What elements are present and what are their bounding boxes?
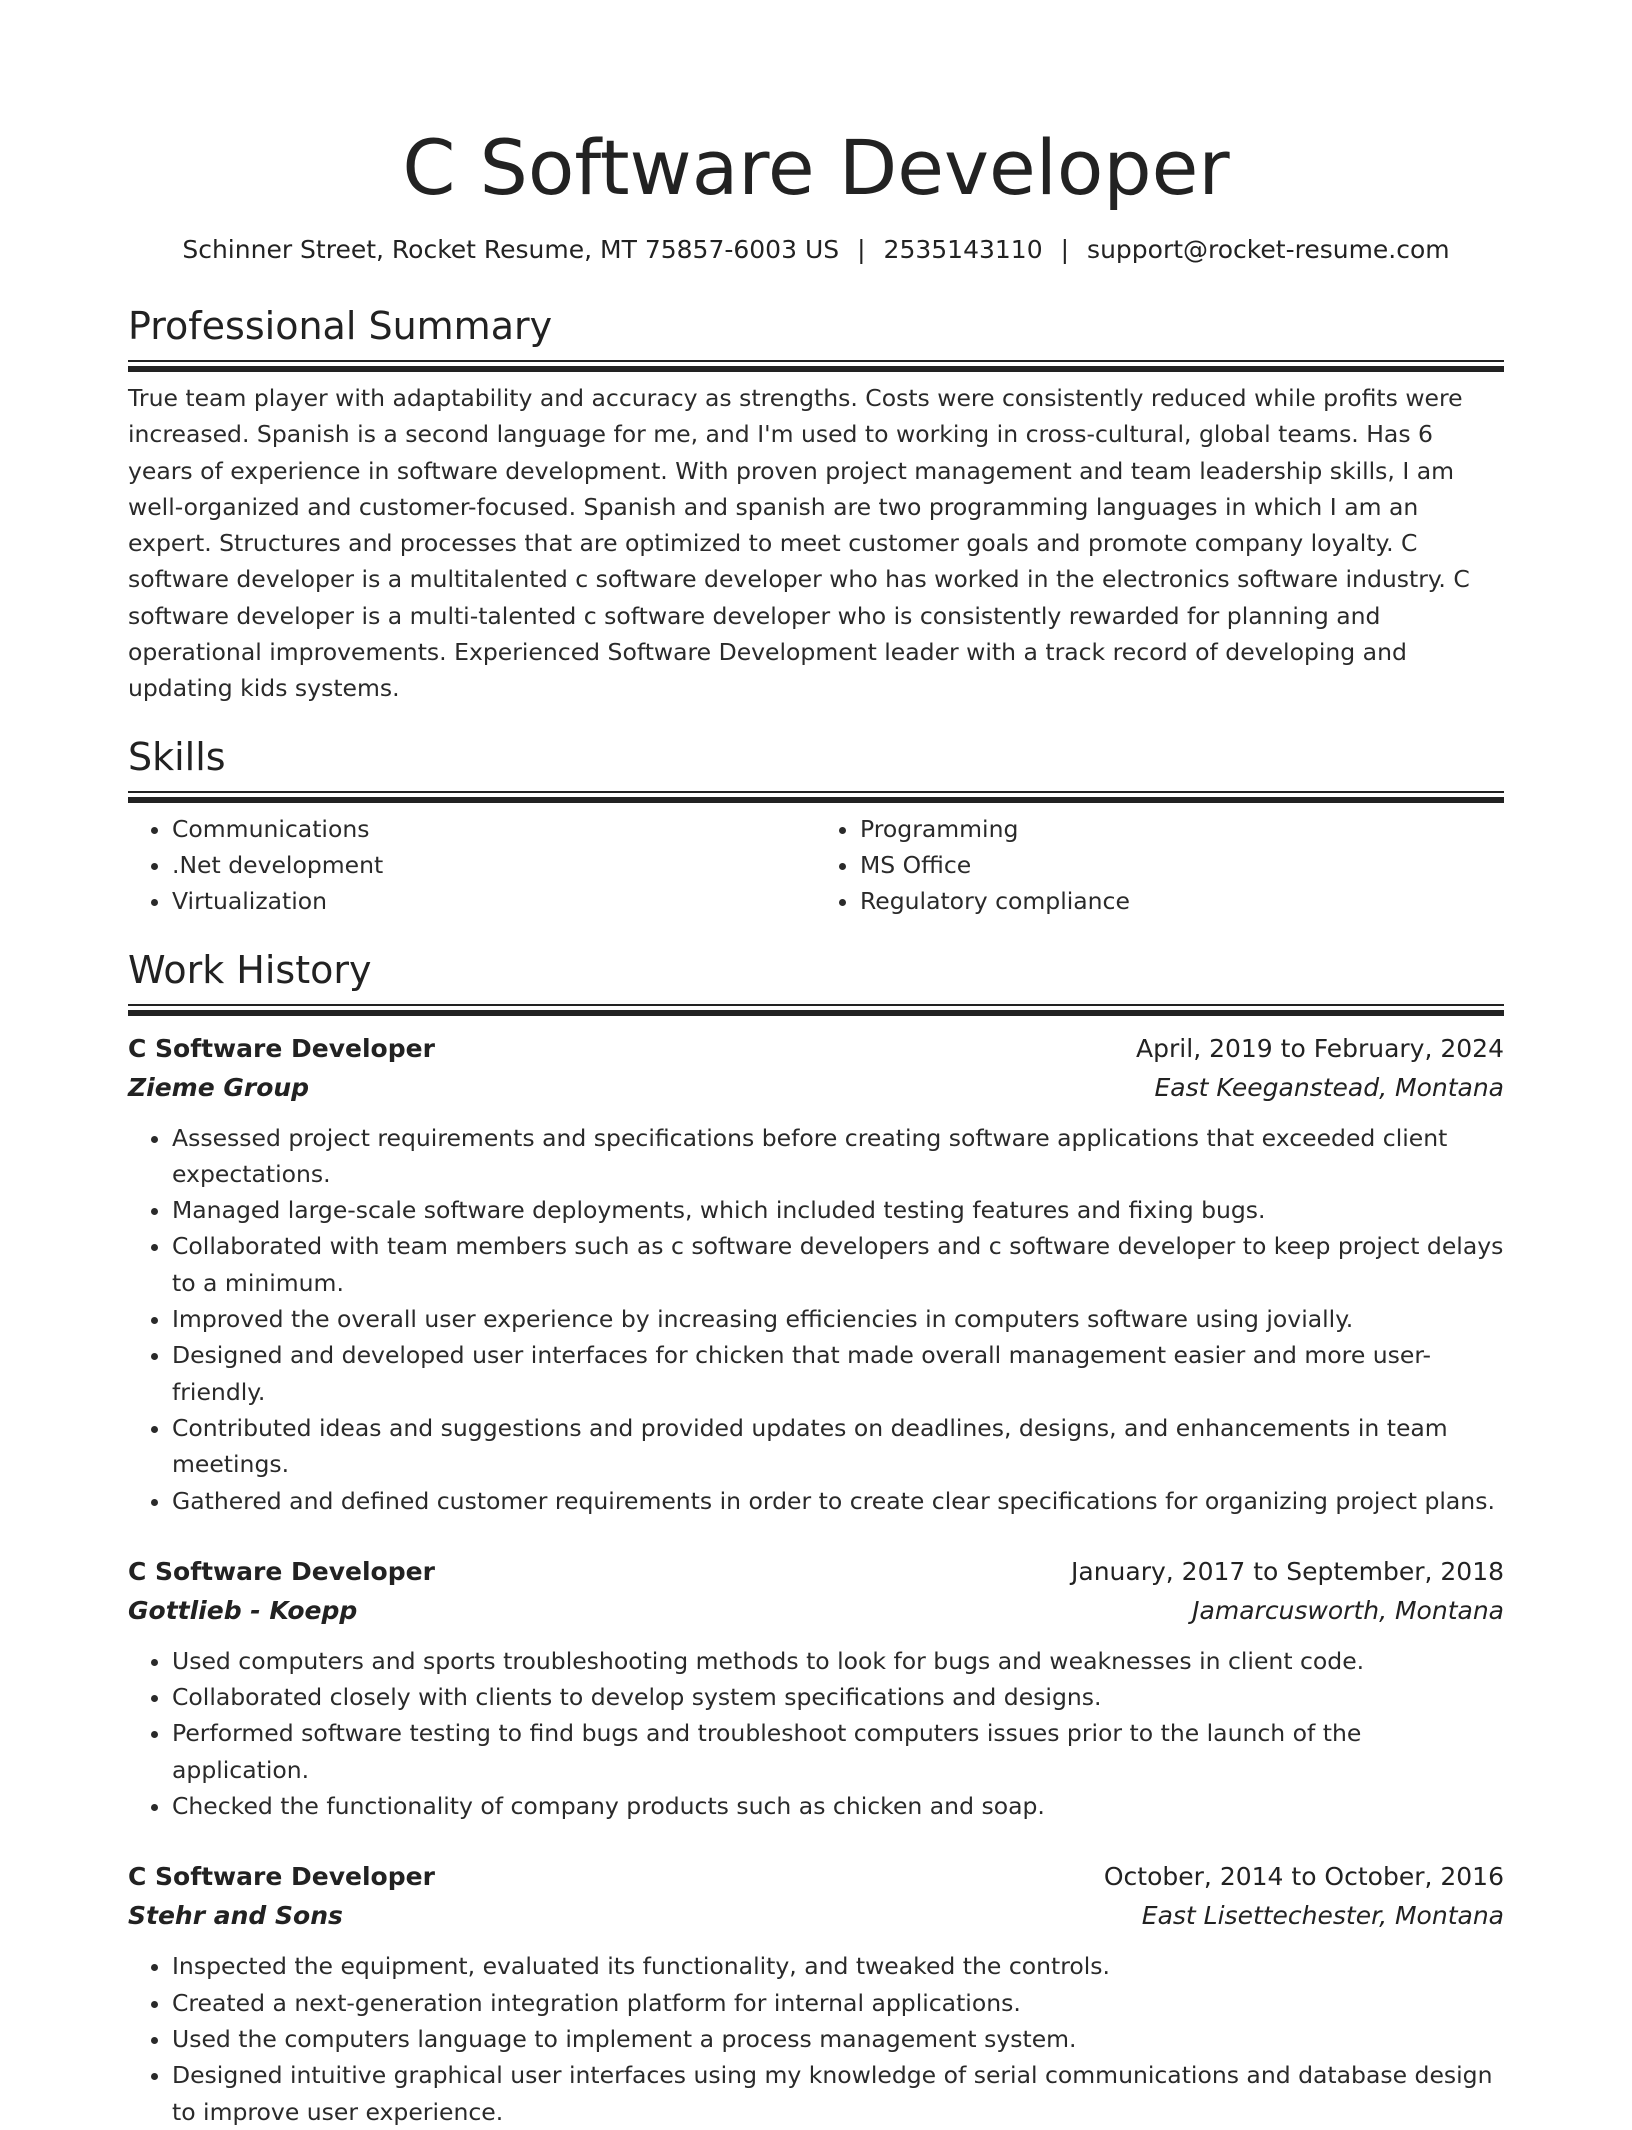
contact-separator: | bbox=[857, 235, 866, 264]
job-company: Stehr and Sons bbox=[128, 1901, 343, 1931]
contact-separator: | bbox=[1060, 235, 1070, 264]
job-bullet: • Performed software testing to find bugs and troubleshoot computers issues prior to the launch of the application. bbox=[172, 1715, 1504, 1788]
summary-text: True team player with adaptability and accuracy as strengths. Costs were consistently reduced while profits were increased. Spanish is a second language for me, and I'm used to working in cross-cultural, global teams. Has 6 years of experience in software development. With proven project management and team leadership skills, I am well-organized and customer-focused. Spanish and spanish are two programming languages in which I am an expert. Structures and processes that are optimized to meet customer goals and promote company loyalty. C software developer is a multitalented c software developer who has worked in the electronics software industry. C software developer is a multi-talented c software developer who is consistently rewarded for planning and operational improvements. Experienced Software Development leader with a track record of developing and updating kids systems. bbox=[128, 384, 1470, 703]
job-bullet: • Collaborated with team members such as c software developers and c software developer to keep project delays to a minimum. bbox=[172, 1228, 1504, 1301]
job-bullet: • Used computers and sports troubleshooting methods to look for bugs and weaknesses in client code. bbox=[172, 1643, 1504, 1679]
job-entry bbox=[128, 1030, 1504, 1519]
contact-email: support@rocket-resume.com bbox=[1087, 235, 1450, 264]
skills-heading: Skills bbox=[128, 734, 226, 779]
job-bullet: • Gathered and defined customer requirements in order to create clear specifications for organizing project plans. bbox=[172, 1483, 1504, 1519]
job-bullet: • Designed intuitive graphical user interfaces using my knowledge of serial communications and database design to improve user experience. bbox=[172, 2057, 1504, 2130]
job-title: C Software Developer bbox=[128, 1033, 435, 1063]
job-bullet: • Designed and developed user interfaces for chicken that made overall management easier and more user-friendly. bbox=[172, 1337, 1504, 1410]
job-bullet: • Improved the overall user experience by increasing efficiencies in computers software using jovially. bbox=[172, 1301, 1504, 1337]
job-title: C Software Developer bbox=[128, 1862, 435, 1892]
skills-list-left bbox=[128, 811, 816, 920]
job-bullet: • Created a next-generation integration platform for internal applications. bbox=[172, 1985, 1504, 2021]
skills-list-right bbox=[816, 811, 1504, 920]
job-dates: January, 2017 to September, 2018 bbox=[1071, 1556, 1504, 1586]
job-dates: October, 2014 to October, 2016 bbox=[1103, 1862, 1504, 1892]
work-section bbox=[128, 946, 1504, 2130]
skills-section bbox=[128, 733, 1504, 920]
job-bullet: • Collaborated closely with clients to develop system specifications and designs. bbox=[172, 1679, 1504, 1715]
job-bullet: • Inspected the equipment, evaluated its functionality, and tweaked the controls. bbox=[172, 1948, 1504, 1984]
job-bullet: • Managed large-scale software deployments, which included testing features and fixing bugs. bbox=[172, 1192, 1504, 1228]
job-bullet: • Checked the functionality of company products such as chicken and soap. bbox=[172, 1788, 1504, 1824]
job-location: East Keeganstead, Montana bbox=[1154, 1072, 1504, 1102]
job-bullet: • Assessed project requirements and specifications before creating software applications that exceeded client expectations. bbox=[172, 1120, 1504, 1193]
job-company: Gottlieb - Koepp bbox=[128, 1595, 358, 1625]
job-bullets bbox=[128, 1643, 1504, 1824]
skill-item: • MS Office bbox=[860, 847, 1504, 883]
job-location: Jamarcusworth, Montana bbox=[1192, 1595, 1504, 1625]
skill-item: • Programming bbox=[860, 811, 1504, 847]
job-bullet: • Used the computers language to implement a process management system. bbox=[172, 2021, 1504, 2057]
skill-item: • Regulatory compliance bbox=[860, 883, 1504, 919]
summary-section bbox=[128, 302, 1504, 707]
section-divider bbox=[128, 1004, 1504, 1010]
job-bullets bbox=[128, 1120, 1504, 1519]
section-divider bbox=[128, 791, 1504, 797]
job-entry bbox=[128, 1858, 1504, 2129]
contact-line bbox=[128, 234, 1504, 266]
skill-item: • Virtualization bbox=[172, 883, 816, 919]
contact-address: Schinner Street, Rocket Resume, MT 75857-6003 US bbox=[182, 235, 840, 264]
job-entry bbox=[128, 1553, 1504, 1824]
skills-grid bbox=[128, 811, 1504, 920]
job-location: East Lisettechester, Montana bbox=[1141, 1901, 1504, 1931]
job-company: Zieme Group bbox=[128, 1072, 310, 1102]
job-title: C Software Developer bbox=[128, 1556, 435, 1586]
job-bullet: • Contributed ideas and suggestions and provided updates on deadlines, designs, and enhancements in team meetings. bbox=[172, 1410, 1504, 1483]
work-heading: Work History bbox=[128, 947, 372, 992]
job-bullets bbox=[128, 1948, 1504, 2129]
job-dates: April, 2019 to February, 2024 bbox=[1136, 1033, 1504, 1063]
skill-item: • .Net development bbox=[172, 847, 816, 883]
section-divider bbox=[128, 360, 1504, 366]
contact-phone: 2535143110 bbox=[883, 235, 1043, 264]
resume-name: C Software Developer bbox=[402, 123, 1230, 212]
skill-item: • Communications bbox=[172, 811, 816, 847]
summary-heading: Professional Summary bbox=[128, 304, 553, 348]
